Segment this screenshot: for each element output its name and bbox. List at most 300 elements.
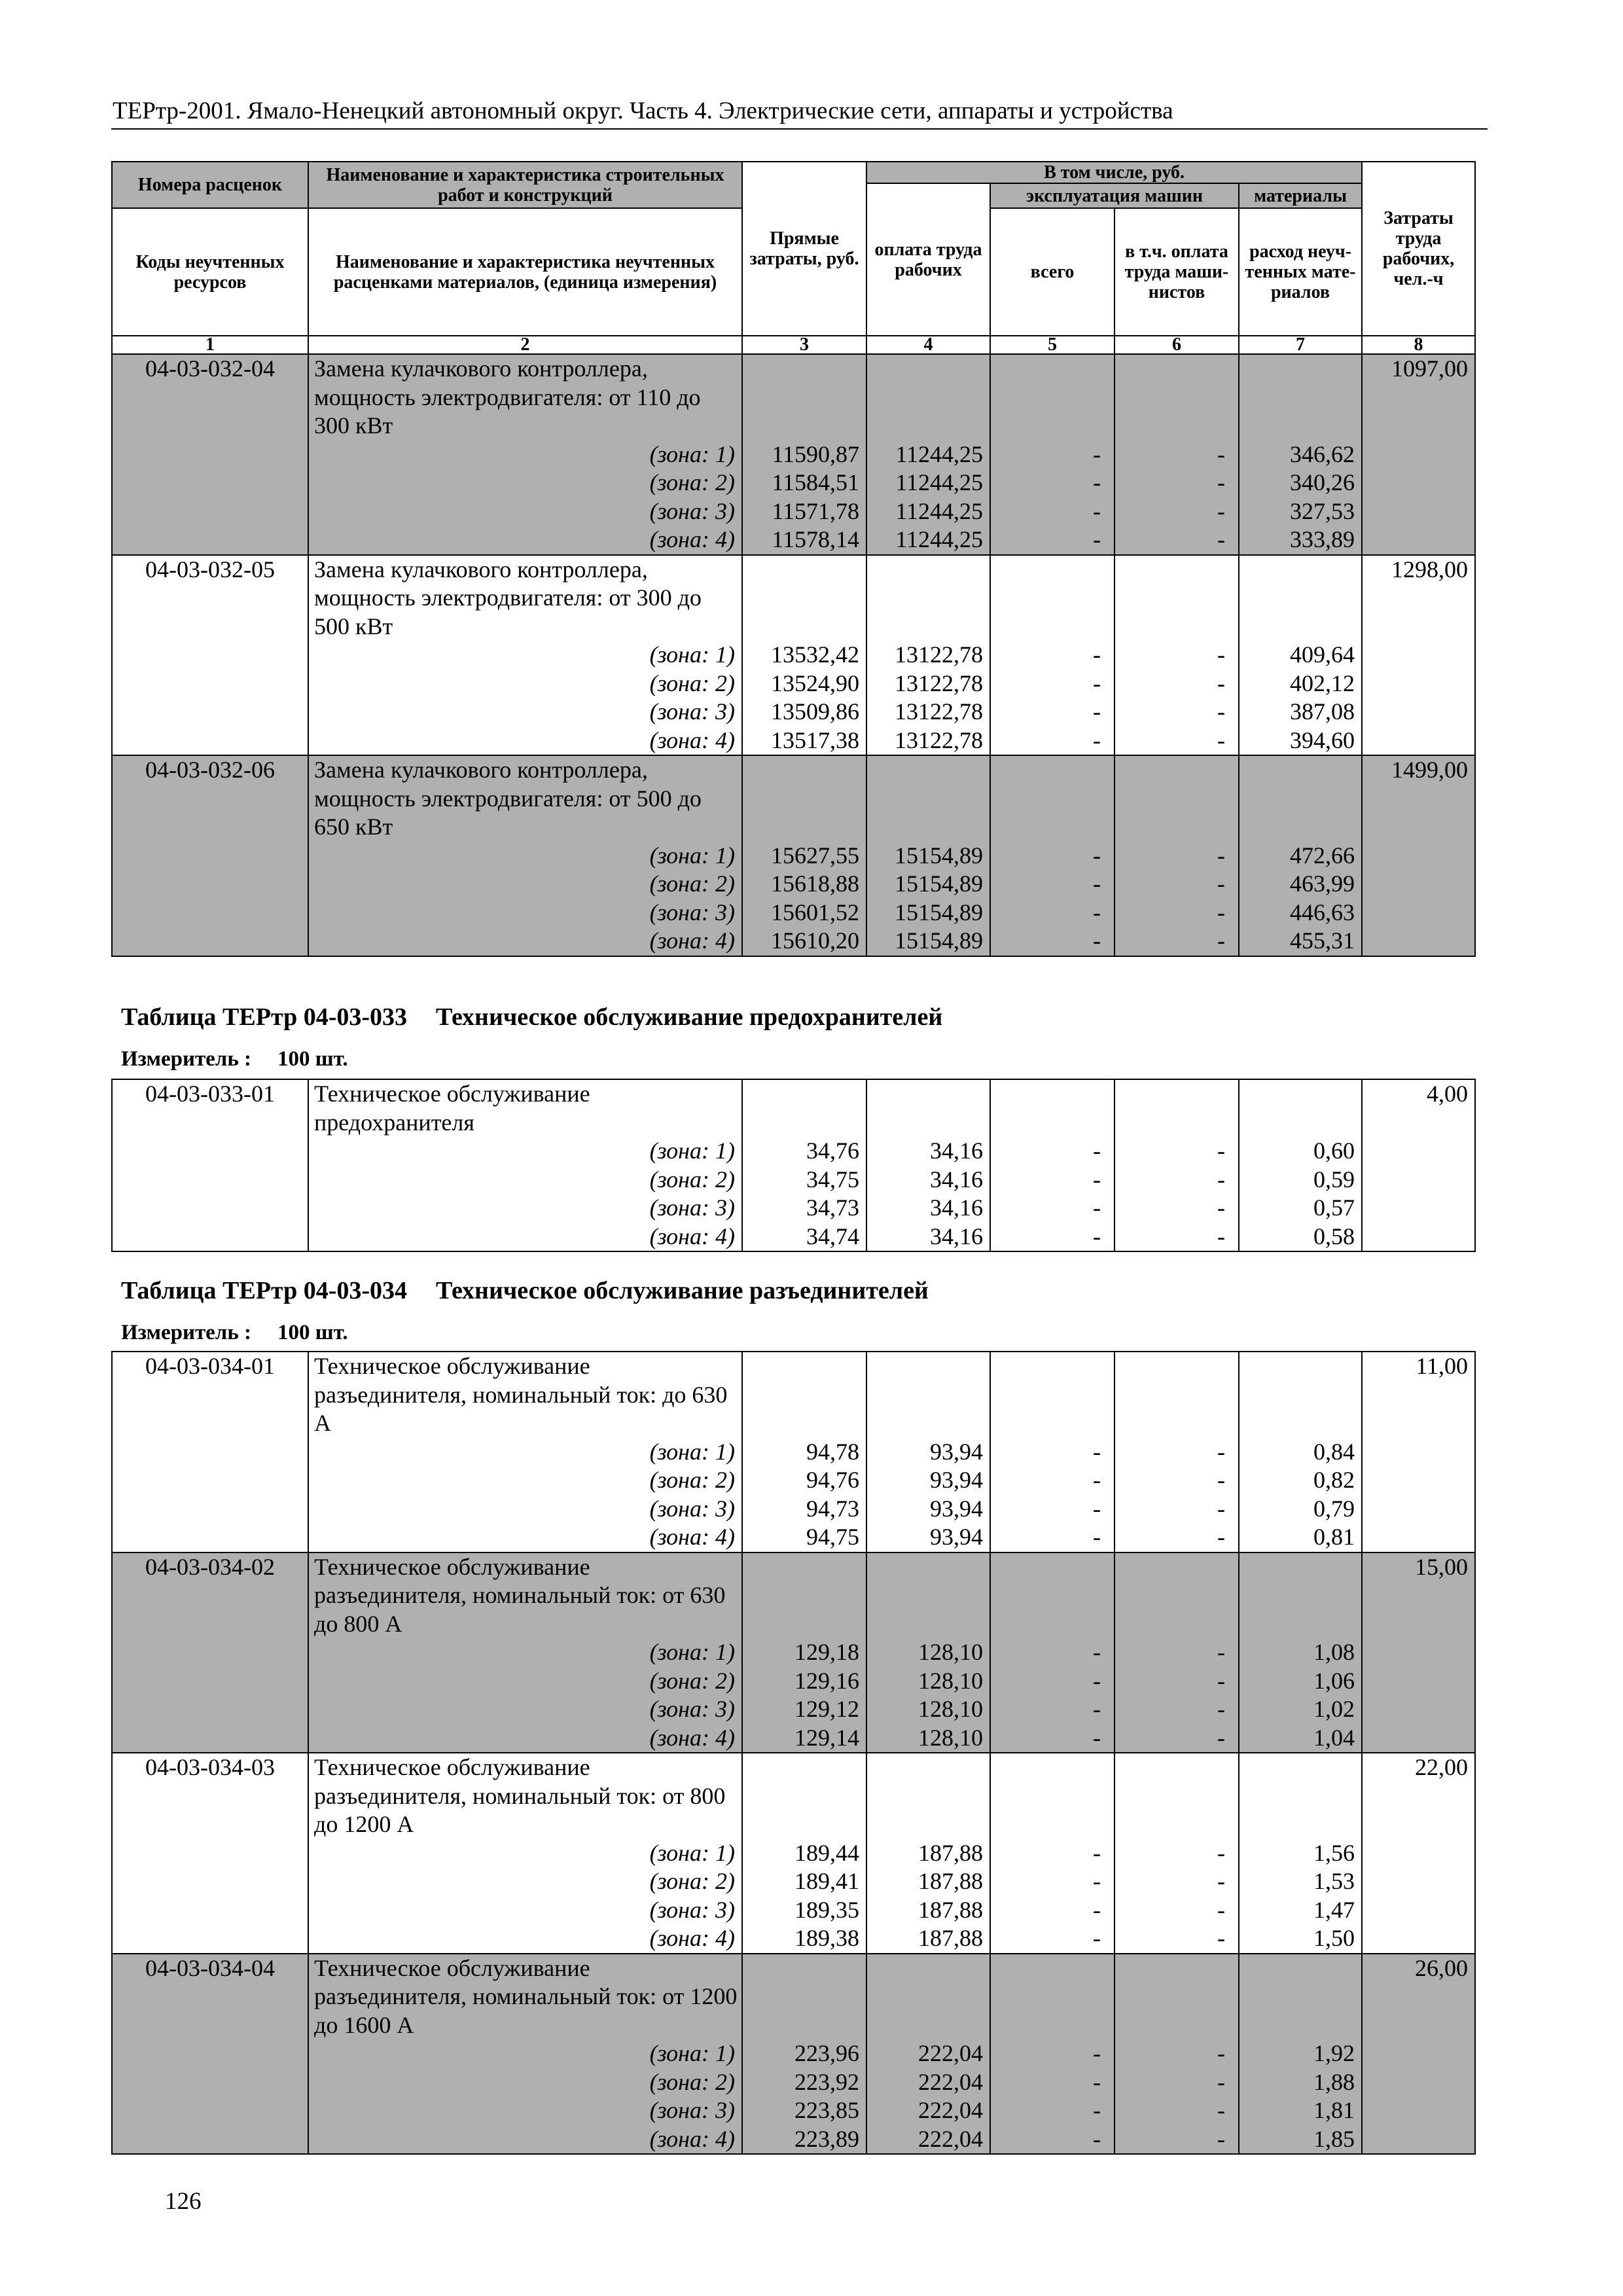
machines-total-value: - — [1093, 1925, 1101, 1951]
header-num-3: 3 — [742, 336, 866, 354]
rate-code: 04-03-034-01 — [112, 1352, 308, 1552]
direct-cost-value: 13509,86 — [771, 698, 859, 725]
machinist-pay-value: - — [1217, 1667, 1225, 1694]
direct-cost-value: 189,38 — [794, 1925, 859, 1951]
header-col5: всего — [990, 208, 1115, 336]
worker-pay-values — [866, 354, 990, 555]
materials-value: 446,63 — [1290, 899, 1355, 925]
rate-row — [112, 1954, 1475, 2155]
materials-value: 346,62 — [1290, 440, 1355, 467]
zone-label: (зона: 3) — [649, 1194, 735, 1221]
direct-cost-value: 11578,14 — [772, 526, 859, 552]
worker-pay-value: 222,04 — [918, 2125, 983, 2152]
materials-values — [1239, 354, 1362, 555]
worker-pay-value: 34,16 — [930, 1194, 983, 1221]
materials-value: 387,08 — [1290, 698, 1355, 725]
rate-name: Техническое обслуживание разъединителя, номинальный ток: от 1200 до 1600 А — [314, 1954, 738, 2038]
worker-pay-values — [866, 1753, 990, 1954]
direct-cost-value: 34,75 — [806, 1166, 859, 1193]
direct-cost-value: 15627,55 — [771, 842, 859, 869]
machines-total-value: - — [1093, 1667, 1101, 1694]
materials-value: 409,64 — [1290, 641, 1355, 668]
rate-name: Техническое обслуживание разъединителя, номинальный ток: от 630 до 800 А — [314, 1553, 726, 1637]
labor-cost-value: 1298,00 — [1362, 555, 1475, 756]
direct-cost-values — [742, 1552, 866, 1753]
worker-pay-value: 187,88 — [918, 1868, 983, 1894]
machinist-pay-value: - — [1217, 1696, 1225, 1722]
rate-description — [308, 555, 742, 756]
machinist-pay-value: - — [1217, 1925, 1225, 1951]
worker-pay-value: 13122,78 — [895, 698, 983, 725]
rate-name: Техническое обслуживание разъединителя, номинальный ток: до 630 А — [314, 1353, 728, 1436]
zone-label: (зона: 4) — [649, 526, 735, 552]
worker-pay-value: 93,94 — [930, 1524, 983, 1550]
machinist-pay-values — [1115, 1954, 1239, 2155]
zone-label: (зона: 4) — [649, 1524, 735, 1550]
materials-value: 1,02 — [1313, 1696, 1355, 1722]
machinist-pay-value: - — [1217, 1438, 1225, 1465]
machines-total-value: - — [1093, 1166, 1101, 1193]
worker-pay-value: 11244,25 — [895, 469, 983, 495]
materials-value: 1,47 — [1313, 1896, 1355, 1923]
machines-total-value: - — [1093, 1696, 1101, 1722]
zone-label: (зона: 3) — [649, 2097, 735, 2123]
machinist-pay-value: - — [1217, 2068, 1225, 2095]
machinist-pay-value: - — [1217, 1724, 1225, 1751]
materials-value: 0,81 — [1313, 1524, 1355, 1550]
zone-label: (зона: 3) — [649, 899, 735, 925]
direct-cost-value: 94,78 — [806, 1438, 859, 1465]
materials-values — [1239, 1352, 1362, 1552]
machines-total-value: - — [1093, 1868, 1101, 1894]
zone-label: (зона: 2) — [649, 469, 735, 495]
machinist-pay-value: - — [1217, 440, 1225, 467]
rate-row — [112, 1753, 1475, 1954]
machinist-pay-value: - — [1217, 526, 1225, 552]
materials-value: 1,53 — [1313, 1868, 1355, 1894]
worker-pay-value: 128,10 — [918, 1696, 983, 1722]
machines-total-value: - — [1093, 1724, 1101, 1751]
machinist-pay-value: - — [1217, 469, 1225, 495]
worker-pay-value: 11244,25 — [895, 526, 983, 552]
zone-label: (зона: 3) — [649, 1696, 735, 1722]
worker-pay-value: 11244,25 — [895, 497, 983, 524]
header-col7: расход неуч-тенных мате-риалов — [1239, 208, 1362, 336]
header-num-5: 5 — [990, 336, 1115, 354]
machines-total-value: - — [1093, 726, 1101, 753]
rate-code: 04-03-032-05 — [112, 555, 308, 756]
table-033-heading — [121, 1003, 942, 1031]
header-col2-bottom: Наименование и характеристика неучтенных расценками материалов, (единица измерения) — [308, 208, 742, 336]
machines-total-value: - — [1093, 526, 1101, 552]
table-034-title: Таблица ТЕРтр 04-03-034 — [121, 1277, 408, 1304]
machinist-pay-value: - — [1217, 497, 1225, 524]
worker-pay-value: 128,10 — [918, 1667, 983, 1694]
zone-label: (зона: 1) — [649, 2040, 735, 2066]
direct-cost-values — [742, 555, 866, 756]
machinist-pay-value: - — [1217, 641, 1225, 668]
rate-name: Замена кулачкового контроллера, мощность электродвигателя: от 110 до 300 кВт — [314, 355, 701, 439]
materials-value: 394,60 — [1290, 726, 1355, 753]
header-col8: Затраты труда рабочих, чел.-ч — [1362, 162, 1475, 336]
machines-total-value: - — [1093, 870, 1101, 897]
direct-cost-value: 13517,38 — [771, 726, 859, 753]
rate-code: 04-03-034-03 — [112, 1753, 308, 1954]
rate-row — [112, 354, 1475, 555]
machinist-pay-value: - — [1217, 1868, 1225, 1894]
rate-description — [308, 1954, 742, 2155]
machinist-pay-value: - — [1217, 899, 1225, 925]
materials-value: 1,56 — [1313, 1839, 1355, 1866]
materials-value: 0,60 — [1313, 1138, 1355, 1164]
materials-value: 1,04 — [1313, 1724, 1355, 1751]
machines-total-value: - — [1093, 2040, 1101, 2066]
worker-pay-value: 15154,89 — [895, 870, 983, 897]
rate-description — [308, 1352, 742, 1552]
worker-pay-value: 11244,25 — [895, 440, 983, 467]
machinist-pay-value: - — [1217, 927, 1225, 954]
machines-total-value: - — [1093, 1194, 1101, 1221]
worker-pay-value: 128,10 — [918, 1639, 983, 1665]
rates-table-034 — [111, 1351, 1476, 2155]
worker-pay-value: 13122,78 — [895, 641, 983, 668]
direct-cost-value: 223,85 — [794, 2097, 859, 2123]
materials-value: 1,92 — [1313, 2040, 1355, 2066]
direct-cost-value: 13532,42 — [771, 641, 859, 668]
rate-row — [112, 1079, 1475, 1251]
worker-pay-value: 34,16 — [930, 1138, 983, 1164]
labor-cost-value: 15,00 — [1362, 1552, 1475, 1753]
machines-total-values — [990, 1352, 1115, 1552]
machinist-pay-value: - — [1217, 2125, 1225, 2152]
machinist-pay-values — [1115, 1552, 1239, 1753]
worker-pay-value: 128,10 — [918, 1724, 983, 1751]
zone-label: (зона: 3) — [649, 1495, 735, 1522]
labor-cost-value: 22,00 — [1362, 1753, 1475, 1954]
zone-label: (зона: 1) — [649, 1138, 735, 1164]
zone-label: (зона: 3) — [649, 698, 735, 725]
rate-description — [308, 1079, 742, 1251]
machines-total-values — [990, 1954, 1115, 2155]
header-num-4: 4 — [866, 336, 990, 354]
zone-label: (зона: 1) — [649, 1639, 735, 1665]
machines-total-value: - — [1093, 469, 1101, 495]
zone-label: (зона: 1) — [649, 842, 735, 869]
machines-total-value: - — [1093, 2097, 1101, 2123]
machines-total-value: - — [1093, 698, 1101, 725]
zone-label: (зона: 2) — [649, 1667, 735, 1694]
zone-label: (зона: 4) — [649, 1724, 735, 1751]
machines-total-values — [990, 1552, 1115, 1753]
machines-total-value: - — [1093, 440, 1101, 467]
machinist-pay-value: - — [1217, 726, 1225, 753]
header-col1-top: Номера расценок — [112, 162, 308, 208]
rate-name: Замена кулачкового контроллера, мощность электродвигателя: от 500 до 650 кВт — [314, 757, 702, 840]
zone-label: (зона: 4) — [649, 927, 735, 954]
direct-cost-value: 189,41 — [794, 1868, 859, 1894]
direct-cost-values — [742, 354, 866, 555]
zone-label: (зона: 2) — [649, 670, 735, 696]
rate-code: 04-03-032-04 — [112, 354, 308, 555]
zone-label: (зона: 2) — [649, 1166, 735, 1193]
header-num-7: 7 — [1239, 336, 1362, 354]
worker-pay-value: 15154,89 — [895, 842, 983, 869]
direct-cost-values — [742, 1079, 866, 1251]
direct-cost-value: 129,16 — [794, 1667, 859, 1694]
machinist-pay-values — [1115, 755, 1239, 956]
rate-code: 04-03-034-02 — [112, 1552, 308, 1753]
direct-cost-value: 129,18 — [794, 1639, 859, 1665]
direct-cost-value: 11590,87 — [772, 440, 859, 467]
materials-value: 0,79 — [1313, 1495, 1355, 1522]
direct-cost-value: 34,76 — [806, 1138, 859, 1164]
materials-value: 327,53 — [1290, 497, 1355, 524]
materials-values — [1239, 555, 1362, 756]
table-034-heading — [121, 1276, 929, 1305]
materials-values — [1239, 1552, 1362, 1753]
rate-row — [112, 1552, 1475, 1753]
direct-cost-value: 223,92 — [794, 2068, 859, 2095]
zone-label: (зона: 1) — [649, 1438, 735, 1465]
machines-total-value: - — [1093, 899, 1101, 925]
header-col4: оплата труда рабочих — [866, 183, 990, 336]
direct-cost-value: 15618,88 — [771, 870, 859, 897]
machinist-pay-value: - — [1217, 1467, 1225, 1493]
worker-pay-value: 34,16 — [930, 1223, 983, 1249]
zone-label: (зона: 2) — [649, 1467, 735, 1493]
worker-pay-value: 187,88 — [918, 1839, 983, 1866]
worker-pay-value: 13122,78 — [895, 670, 983, 696]
header-rule — [111, 128, 1488, 130]
machinist-pay-value: - — [1217, 1166, 1225, 1193]
machines-total-value: - — [1093, 1438, 1101, 1465]
labor-cost-value: 26,00 — [1362, 1954, 1475, 2155]
machinist-pay-value: - — [1217, 1223, 1225, 1249]
machines-total-value: - — [1093, 2068, 1101, 2095]
rate-name: Замена кулачкового контроллера, мощность электродвигателя: от 300 до 500 кВт — [314, 556, 702, 639]
zone-label: (зона: 4) — [649, 1925, 735, 1951]
materials-value: 333,89 — [1290, 526, 1355, 552]
worker-pay-values — [866, 555, 990, 756]
direct-cost-value: 223,89 — [794, 2125, 859, 2152]
direct-cost-value: 34,73 — [806, 1194, 859, 1221]
table-034-meter-value: 100 шт. — [277, 1321, 348, 1344]
zone-label: (зона: 1) — [649, 641, 735, 668]
direct-cost-value: 189,44 — [794, 1839, 859, 1866]
header-num-1: 1 — [112, 336, 308, 354]
worker-pay-values — [866, 755, 990, 956]
machines-total-value: - — [1093, 1839, 1101, 1866]
machinist-pay-value: - — [1217, 698, 1225, 725]
machinist-pay-values — [1115, 555, 1239, 756]
direct-cost-value: 94,76 — [806, 1467, 859, 1493]
direct-cost-value: 13524,90 — [771, 670, 859, 696]
direct-cost-values — [742, 1352, 866, 1552]
materials-value: 340,26 — [1290, 469, 1355, 495]
materials-value: 1,88 — [1313, 2068, 1355, 2095]
worker-pay-values — [866, 1352, 990, 1552]
materials-value: 0,59 — [1313, 1166, 1355, 1193]
labor-cost-value: 1499,00 — [1362, 755, 1475, 956]
worker-pay-value: 222,04 — [918, 2097, 983, 2123]
worker-pay-value: 93,94 — [930, 1467, 983, 1493]
machinist-pay-value: - — [1217, 2040, 1225, 2066]
table-033-meter-value: 100 шт. — [277, 1047, 348, 1071]
table-033-name: Техническое обслуживание предохранителей — [436, 1003, 943, 1031]
direct-cost-value: 11584,51 — [772, 469, 859, 495]
rate-name: Техническое обслуживание предохранителя — [314, 1081, 590, 1136]
direct-cost-value: 94,75 — [806, 1524, 859, 1550]
machinist-pay-values — [1115, 1753, 1239, 1954]
zone-label: (зона: 4) — [649, 726, 735, 753]
machinist-pay-values — [1115, 1352, 1239, 1552]
zone-label: (зона: 1) — [649, 440, 735, 467]
materials-values — [1239, 755, 1362, 956]
machines-total-value: - — [1093, 1223, 1101, 1249]
machinist-pay-values — [1115, 354, 1239, 555]
machines-total-value: - — [1093, 2125, 1101, 2152]
header-col2-top: Наименование и характеристика строительных работ и конструкций — [308, 162, 742, 208]
header-num-2: 2 — [308, 336, 742, 354]
worker-pay-value: 93,94 — [930, 1495, 983, 1522]
header-incl: В том числе, руб. — [866, 162, 1362, 183]
worker-pay-values — [866, 1552, 990, 1753]
rate-description — [308, 755, 742, 956]
machinist-pay-value: - — [1217, 1639, 1225, 1665]
table-033-meter — [121, 1047, 348, 1071]
materials-value: 0,82 — [1313, 1467, 1355, 1493]
machines-total-values — [990, 1079, 1115, 1251]
worker-pay-value: 13122,78 — [895, 726, 983, 753]
table-034-meter — [121, 1321, 348, 1345]
zone-label: (зона: 4) — [649, 1223, 735, 1249]
table-034-name: Техническое обслуживание разъединителей — [436, 1277, 929, 1304]
direct-cost-values — [742, 1753, 866, 1954]
direct-cost-value: 223,96 — [794, 2040, 859, 2066]
labor-cost-value: 11,00 — [1362, 1352, 1475, 1552]
worker-pay-value: 222,04 — [918, 2040, 983, 2066]
rates-table-033 — [111, 1079, 1476, 1252]
materials-value: 1,08 — [1313, 1639, 1355, 1665]
machinist-pay-value: - — [1217, 842, 1225, 869]
materials-values — [1239, 1753, 1362, 1954]
direct-cost-value: 15610,20 — [771, 927, 859, 954]
table-034-meter-label: Измеритель : — [121, 1321, 252, 1344]
worker-pay-value: 93,94 — [930, 1438, 983, 1465]
materials-value: 1,85 — [1313, 2125, 1355, 2152]
direct-cost-value: 94,73 — [806, 1495, 859, 1522]
rate-name: Техническое обслуживание разъединителя, номинальный ток: от 800 до 1200 А — [314, 1754, 726, 1837]
direct-cost-value: 34,74 — [806, 1223, 859, 1249]
machines-total-value: - — [1093, 497, 1101, 524]
zone-label: (зона: 2) — [649, 870, 735, 897]
machinist-pay-values — [1115, 1079, 1239, 1251]
materials-value: 1,50 — [1313, 1925, 1355, 1951]
zone-label: (зона: 3) — [649, 1896, 735, 1923]
direct-cost-value: 15601,52 — [771, 899, 859, 925]
machines-total-value: - — [1093, 1138, 1101, 1164]
page-header-title: ТЕРтр-2001. Ямало-Ненецкий автономный округ. Часть 4. Электрические сети, аппараты и устройства — [113, 98, 1173, 124]
labor-cost-value: 1097,00 — [1362, 354, 1475, 555]
direct-cost-value: 129,12 — [794, 1696, 859, 1722]
machines-total-value: - — [1093, 1896, 1101, 1923]
header-col1-bottom: Коды неучтенных ресурсов — [112, 208, 308, 336]
machinist-pay-value: - — [1217, 670, 1225, 696]
machines-total-value: - — [1093, 1524, 1101, 1550]
materials-value: 1,06 — [1313, 1667, 1355, 1694]
zone-label: (зона: 2) — [649, 1868, 735, 1894]
rate-description — [308, 354, 742, 555]
header-col3: Прямые затраты, руб. — [742, 162, 866, 336]
worker-pay-value: 34,16 — [930, 1166, 983, 1193]
materials-value: 0,84 — [1313, 1438, 1355, 1465]
rate-code: 04-03-032-06 — [112, 755, 308, 956]
machinist-pay-value: - — [1217, 1194, 1225, 1221]
machines-total-value: - — [1093, 641, 1101, 668]
machines-total-values — [990, 555, 1115, 756]
direct-cost-values — [742, 755, 866, 956]
rate-code: 04-03-034-04 — [112, 1954, 308, 2155]
rate-description — [308, 1552, 742, 1753]
materials-value: 1,81 — [1313, 2097, 1355, 2123]
materials-value: 455,31 — [1290, 927, 1355, 954]
rate-code: 04-03-033-01 — [112, 1079, 308, 1251]
materials-value: 0,58 — [1313, 1223, 1355, 1249]
machines-total-value: - — [1093, 1495, 1101, 1522]
zone-label: (зона: 1) — [649, 1839, 735, 1866]
direct-cost-values — [742, 1954, 866, 2155]
machines-total-value: - — [1093, 927, 1101, 954]
machines-total-value: - — [1093, 842, 1101, 869]
materials-value: 402,12 — [1290, 670, 1355, 696]
worker-pay-value: 15154,89 — [895, 899, 983, 925]
machinist-pay-value: - — [1217, 2097, 1225, 2123]
materials-values — [1239, 1079, 1362, 1251]
machinist-pay-value: - — [1217, 1839, 1225, 1866]
worker-pay-value: 187,88 — [918, 1925, 983, 1951]
machines-total-values — [990, 1753, 1115, 1954]
worker-pay-values — [866, 1954, 990, 2155]
worker-pay-value: 15154,89 — [895, 927, 983, 954]
labor-cost-value: 4,00 — [1362, 1079, 1475, 1251]
table-033-meter-label: Измеритель : — [121, 1047, 252, 1071]
header-machines: эксплуатация машин — [990, 183, 1239, 208]
machines-total-value: - — [1093, 1639, 1101, 1665]
rate-row — [112, 755, 1475, 956]
direct-cost-value: 189,35 — [794, 1896, 859, 1923]
materials-value: 463,99 — [1290, 870, 1355, 897]
direct-cost-value: 129,14 — [794, 1724, 859, 1751]
zone-label: (зона: 4) — [649, 2125, 735, 2152]
header-materials: материалы — [1239, 183, 1362, 208]
materials-value: 0,57 — [1313, 1194, 1355, 1221]
rates-table-032 — [111, 161, 1476, 957]
rate-description — [308, 1753, 742, 1954]
materials-values — [1239, 1954, 1362, 2155]
table-033-title: Таблица ТЕРтр 04-03-033 — [121, 1003, 408, 1031]
machinist-pay-value: - — [1217, 870, 1225, 897]
worker-pay-value: 187,88 — [918, 1896, 983, 1923]
machinist-pay-value: - — [1217, 1524, 1225, 1550]
header-num-6: 6 — [1115, 336, 1239, 354]
materials-value: 472,66 — [1290, 842, 1355, 869]
header-col6: в т.ч. оплата труда маши-нистов — [1115, 208, 1239, 336]
direct-cost-value: 11571,78 — [772, 497, 859, 524]
machines-total-values — [990, 354, 1115, 555]
zone-label: (зона: 3) — [649, 497, 735, 524]
worker-pay-value: 222,04 — [918, 2068, 983, 2095]
page-number: 126 — [165, 2188, 202, 2215]
